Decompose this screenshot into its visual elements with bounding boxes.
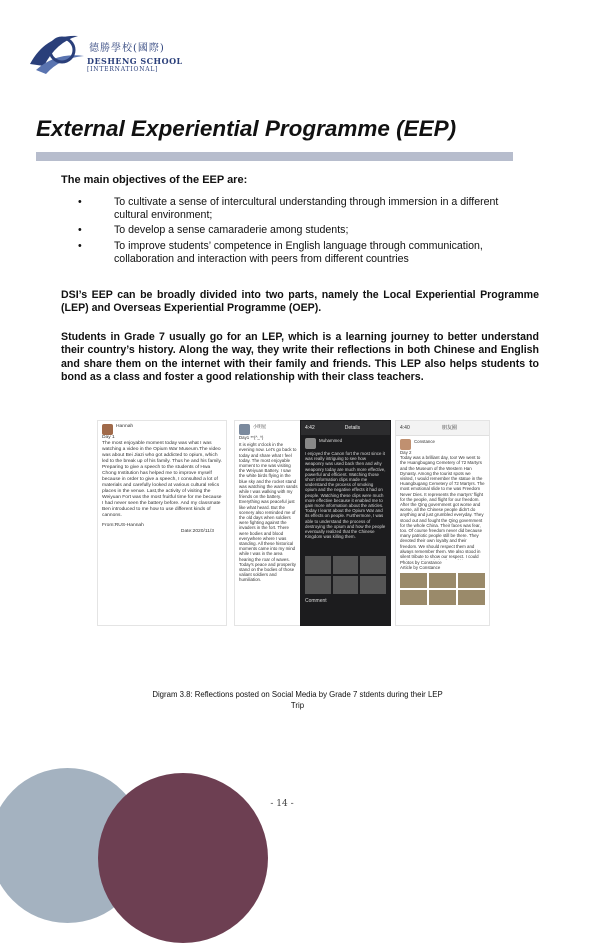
post-text: Today was a brilliant day, too! We went to the Huangbugang Cemetery of 72 Martyrs and the Museum of the Western Han Dynasty. Among the tourist spots we visited, I would remember the statue in the Huangbugang Cemetery of 72 Martyrs. The most emotional slide to me was Freedom Never Dies. It represents the martyrs' flight for the people, and flight for our freedom. After the Qing government got worse and worse, all the Chinese people didn't do anything and just grumbled everyday. They stood out and fought the Qing government for the whole China. Their faces was fear, too. Of course freedom never did because many patriotic people still be there. They devoted their own loyalty and their freedom. We should respect them and always remember them. We also stood in silent tribute to show our respect. I could	[400, 455, 485, 560]
photo-thumbnail	[360, 576, 386, 594]
bullet-icon: •	[78, 196, 82, 208]
figure-caption: Digram 3.8: Reflections posted on Social Media by Grade 7 stdents during their LEP Trip	[152, 690, 443, 710]
bullet-icon: •	[78, 224, 82, 237]
photo-thumbnail	[458, 573, 485, 588]
photo-thumbnail	[429, 590, 456, 605]
photo-thumbnail	[400, 573, 427, 588]
post-photos-credit: Photos by Constance	[400, 560, 442, 565]
social-post-screenshot-hannah	[97, 420, 227, 626]
photo-thumbnail	[305, 556, 331, 574]
social-post-screenshot-constance	[395, 420, 490, 626]
photo-thumbnail	[333, 556, 359, 574]
post-article-credit: Article by Constance	[400, 565, 441, 571]
avatar	[239, 424, 250, 435]
post-author: Hannah	[116, 424, 134, 429]
header-title: Details	[344, 425, 361, 431]
avatar	[102, 424, 113, 435]
photo-thumbnail	[360, 556, 386, 574]
logo-english-sub: [INTERNATIONAL]	[87, 66, 159, 73]
photo-thumbnail	[400, 590, 427, 605]
post-day: Day 2	[400, 450, 412, 455]
post-date: Date:2020/11/3	[180, 529, 214, 534]
post-day: Day1 **(^_^)	[239, 435, 264, 440]
photo-grid	[396, 570, 489, 608]
post-from: From:RUS-Hannah	[102, 523, 144, 528]
objectives-intro: The main objectives of the EEP are:	[61, 174, 248, 186]
objective-item: • To cultivate a sense of intercultural understanding through immersion in a different cultural environment;	[78, 196, 499, 222]
social-post-screenshot-2	[234, 420, 303, 626]
paragraph-lep-description: Students in Grade 7 usually go for an LEP, which is a learning journey to better understand their country’s history. Along the way, they write their reflections in both Chinese and English and share them on the internet with their family and friends. This LEP also helps students to bond as a class and foster a good relationship with their class teachers.	[61, 331, 539, 384]
school-emblem-icon	[26, 26, 88, 78]
page-title: External Experiential Programme (EEP)	[36, 116, 457, 141]
post-author: Constance	[414, 439, 435, 444]
paragraph-eep-parts: DSI’s EEP can be broadly divided into two parts, namely the Local Experiential Programme (LEP) and Overseas Experiential Programme (OEP).	[61, 289, 539, 315]
objectives-list	[61, 196, 531, 268]
photo-grid	[301, 553, 390, 597]
bullet-icon: •	[78, 239, 82, 252]
avatar	[400, 439, 411, 450]
logo-chinese-name: 德勝學校(國際)	[89, 43, 165, 54]
post-text: It is eight o'clock in the evening now. Let's go back to today and share what I feel today. The most enjoyable moment to me was visiting the Weiyuan Battery. I saw the white birds flying in the blue sky and the rocket stand was watching the warm sands while I was walking with my friends on the battery. Everything was peaceful just like what heard. But the scenery also reminded me of the old days when soldiers were fighting against the invaders in the fort. There were bodies and blood everywhere where I was standing. All these historical moments came into my mind while I was in the area hearing the roar of waves. Today's peace and prosperity stand on the bodies of those valiant soldiers and humiliation.	[239, 442, 298, 583]
photo-thumbnail	[333, 576, 359, 594]
photo-thumbnail	[458, 590, 485, 605]
photo-thumbnail	[305, 576, 331, 594]
photo-thumbnail	[429, 573, 456, 588]
comment-label: Comment	[305, 598, 327, 604]
post-text: The most enjoyable moment today was what I was watching a video in the Opium War Museum.The video was about Bei Jiazi who got addicted to opium, which led to the break up of his family. Thus he and his family. Preparing to give a speech to the students of Hwa Chong Institution has helped me to improve myself because in order to give a speech, I consulted a lot of materials and carefully looked at various cultural relics places in the venue. Last,the activity of visiting the Weiyuan Fort was the most fruitful time for me because I had never seen the battery before. And my classmate Ben introduced to me how to use different kinds of cannons.	[102, 441, 222, 518]
objective-item: • To improve students’ competence in English language through communication, collaboration and interaction with peers from different countries	[78, 239, 483, 265]
post-text: I enjoyed the Canon fort the most since it was really intriguing to see how weaponry was used back then and why weaponry today are much more effective, powerful and efficient. Watching those short information clips made me understand the process of smoking opium and the negative effects it had on people. Watching these clips were much more effective because it enabled me to gain more information about the articles. Today I learnt about the Opium War and its effects on people. Furthermore, I was able to understand the process of destroying the opium and how the people eventually realized that the Chinese Kingdom was killing them.	[305, 451, 386, 540]
social-post-screenshot-muhammed	[300, 420, 391, 626]
post-author: 小明星	[253, 424, 267, 429]
post-day: Day 1	[102, 435, 115, 440]
decorative-circle-right	[98, 773, 268, 943]
status-bar: 4:40 朋友圈	[396, 421, 489, 436]
header-title: 朋友圈	[441, 425, 457, 431]
school-logo	[26, 26, 183, 78]
status-bar: 4:42 Details	[301, 421, 390, 435]
post-author: Muhammed	[319, 438, 343, 443]
page-number: - 14 -	[270, 799, 294, 809]
avatar	[305, 438, 316, 449]
objective-item: • To develop a sense camaraderie among students;	[78, 224, 349, 237]
logo-english-name: DESHENG SCHOOL	[87, 56, 183, 66]
title-underline-bar	[36, 152, 513, 161]
